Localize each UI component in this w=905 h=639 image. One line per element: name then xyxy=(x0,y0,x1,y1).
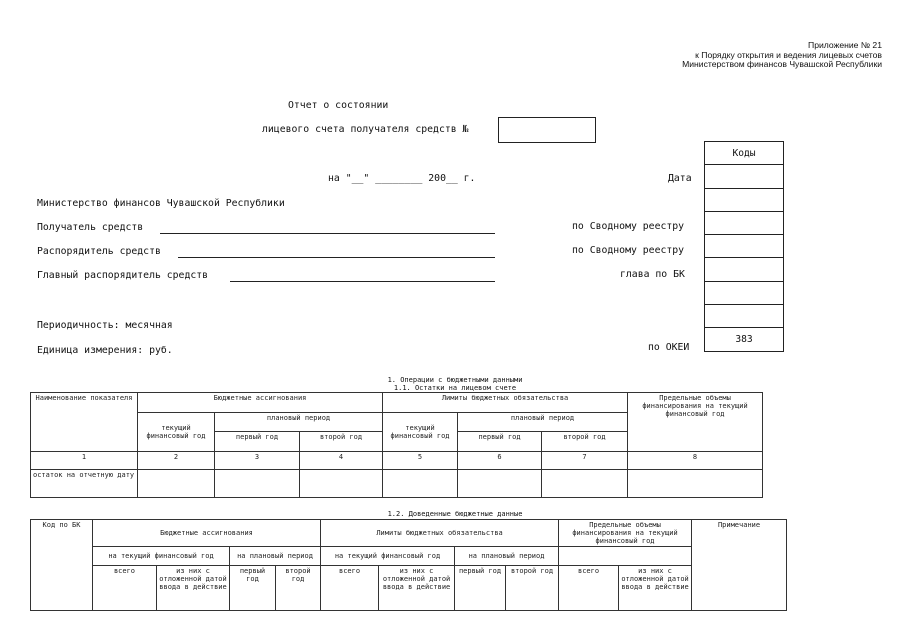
code-registry-cell-1[interactable] xyxy=(705,212,783,235)
col-note: Примечание xyxy=(692,520,787,611)
col-budget-second-year: второй год xyxy=(300,432,383,452)
col-limits-total: всего xyxy=(321,566,379,611)
code-empty-cell-3[interactable] xyxy=(705,305,783,328)
recipient-label: Получатель средств xyxy=(37,222,144,233)
balances-table xyxy=(30,392,763,498)
col-limits-planned-period: на плановый период xyxy=(455,547,559,566)
col-budget-first-year: первый год xyxy=(215,432,300,452)
col-max-empty xyxy=(559,547,692,566)
recipient-line[interactable] xyxy=(160,233,495,234)
col-budget-limits: Лимиты бюджетных обязательства xyxy=(321,520,559,547)
col-budget-planned-period: плановый период xyxy=(215,413,383,432)
report-title: Отчет о состоянии xyxy=(288,100,389,111)
col-budget-second-year: второй год xyxy=(276,566,321,611)
okei-label: по ОКЕИ xyxy=(648,342,690,353)
col-number: 7 xyxy=(542,452,628,470)
unit-of-measure: Единица измерения: руб. xyxy=(37,345,173,356)
code-registry-cell-2[interactable] xyxy=(705,235,783,258)
col-budget-current-year: на текущий финансовый год xyxy=(93,547,230,566)
col-max-financing: Предельные объемы финансирования на текущий финансовый год xyxy=(559,520,692,547)
col-limits-second-year: второй год xyxy=(542,432,628,452)
table1-caption-2: 1.1. Остатки на лицевом счете xyxy=(393,383,517,392)
col-budget-allocations: Бюджетные ассигнования xyxy=(138,393,383,413)
col-limits-planned-period: плановый период xyxy=(458,413,628,432)
col-limits-first-year: первый год xyxy=(455,566,506,611)
col-budget-total: всего xyxy=(93,566,157,611)
col-number: 5 xyxy=(383,452,458,470)
chapter-label: глава по БК xyxy=(620,269,685,280)
col-budget-current-year: текущий финансовый год xyxy=(138,413,215,452)
col-budget-planned-period: на плановый период xyxy=(230,547,321,566)
col-number: 1 xyxy=(31,452,138,470)
appendix-line-3: Министерством финансов Чувашской Республики xyxy=(682,59,882,70)
allocated-data-table xyxy=(30,519,787,611)
col-budget-allocations: Бюджетные ассигнования xyxy=(93,520,321,547)
account-number-field[interactable] xyxy=(498,117,596,143)
col-number: 8 xyxy=(628,452,763,470)
col-budget-first-year: первый год xyxy=(230,566,276,611)
codes-column xyxy=(704,141,784,352)
col-max-deferred: из них с отложенной датой ввода в действие xyxy=(619,566,692,611)
table-cell[interactable] xyxy=(458,470,542,498)
table-cell[interactable] xyxy=(383,470,458,498)
col-code-bk: Код по БК xyxy=(31,520,93,611)
report-date: на "__" ________ 200__ г. xyxy=(328,173,476,184)
appendix-line-2: к Порядку открытия и ведения лицевых счетов xyxy=(695,49,882,60)
table-cell[interactable] xyxy=(628,470,763,498)
registry-label-1: по Сводному реестру xyxy=(572,221,685,232)
code-chapter-cell[interactable] xyxy=(705,258,783,281)
col-limits-current-year: на текущий финансовый год xyxy=(321,547,455,566)
report-account-title: лицевого счета получателя средств № xyxy=(262,124,469,135)
table-cell[interactable] xyxy=(300,470,383,498)
col-indicator-name: Наименование показателя xyxy=(31,393,138,452)
table1-caption-1: 1. Операции с бюджетными данными xyxy=(387,376,523,384)
row-balance-label: остаток на отчетную дату xyxy=(31,470,138,498)
col-max-financing: Предельные объемы финансирования на текущий финансовый год xyxy=(628,393,763,452)
table-cell[interactable] xyxy=(138,470,215,498)
col-limits-deferred: из них с отложенной датой ввода в действие xyxy=(379,566,455,611)
registry-label-2: по Сводному реестру xyxy=(572,245,685,256)
code-empty-cell[interactable] xyxy=(705,189,783,212)
manager-line[interactable] xyxy=(178,257,495,258)
manager-label: Распорядитель средств xyxy=(37,246,161,257)
appendix-header xyxy=(682,41,882,70)
chief-manager-line[interactable] xyxy=(230,281,495,282)
code-okei-cell: 383 xyxy=(705,328,783,351)
col-max-total: всего xyxy=(559,566,619,611)
table2-caption: 1.2. Доведенные бюджетные данные xyxy=(387,510,523,518)
col-budget-limits: Лимиты бюджетных обязательства xyxy=(383,393,628,413)
col-limits-second-year: второй год xyxy=(506,566,559,611)
table-cell[interactable] xyxy=(542,470,628,498)
col-number: 6 xyxy=(458,452,542,470)
col-number: 4 xyxy=(300,452,383,470)
col-limits-first-year: первый год xyxy=(458,432,542,452)
col-budget-deferred: из них с отложенной датой ввода в действие xyxy=(157,566,230,611)
table1-caption xyxy=(300,377,610,392)
col-limits-current-year: текущий финансовый год xyxy=(383,413,458,452)
date-label: Дата xyxy=(668,173,692,184)
ministry-name: Министерство финансов Чувашской Республики xyxy=(37,198,285,209)
table-cell[interactable] xyxy=(215,470,300,498)
col-number: 2 xyxy=(138,452,215,470)
codes-header: Коды xyxy=(705,142,783,165)
periodicity: Периодичность: месячная xyxy=(37,320,173,331)
code-empty-cell-2[interactable] xyxy=(705,282,783,305)
chief-manager-label: Главный распорядитель средств xyxy=(37,270,209,281)
appendix-line-1: Приложение № 21 xyxy=(808,40,882,50)
col-number: 3 xyxy=(215,452,300,470)
code-date-cell[interactable] xyxy=(705,165,783,188)
